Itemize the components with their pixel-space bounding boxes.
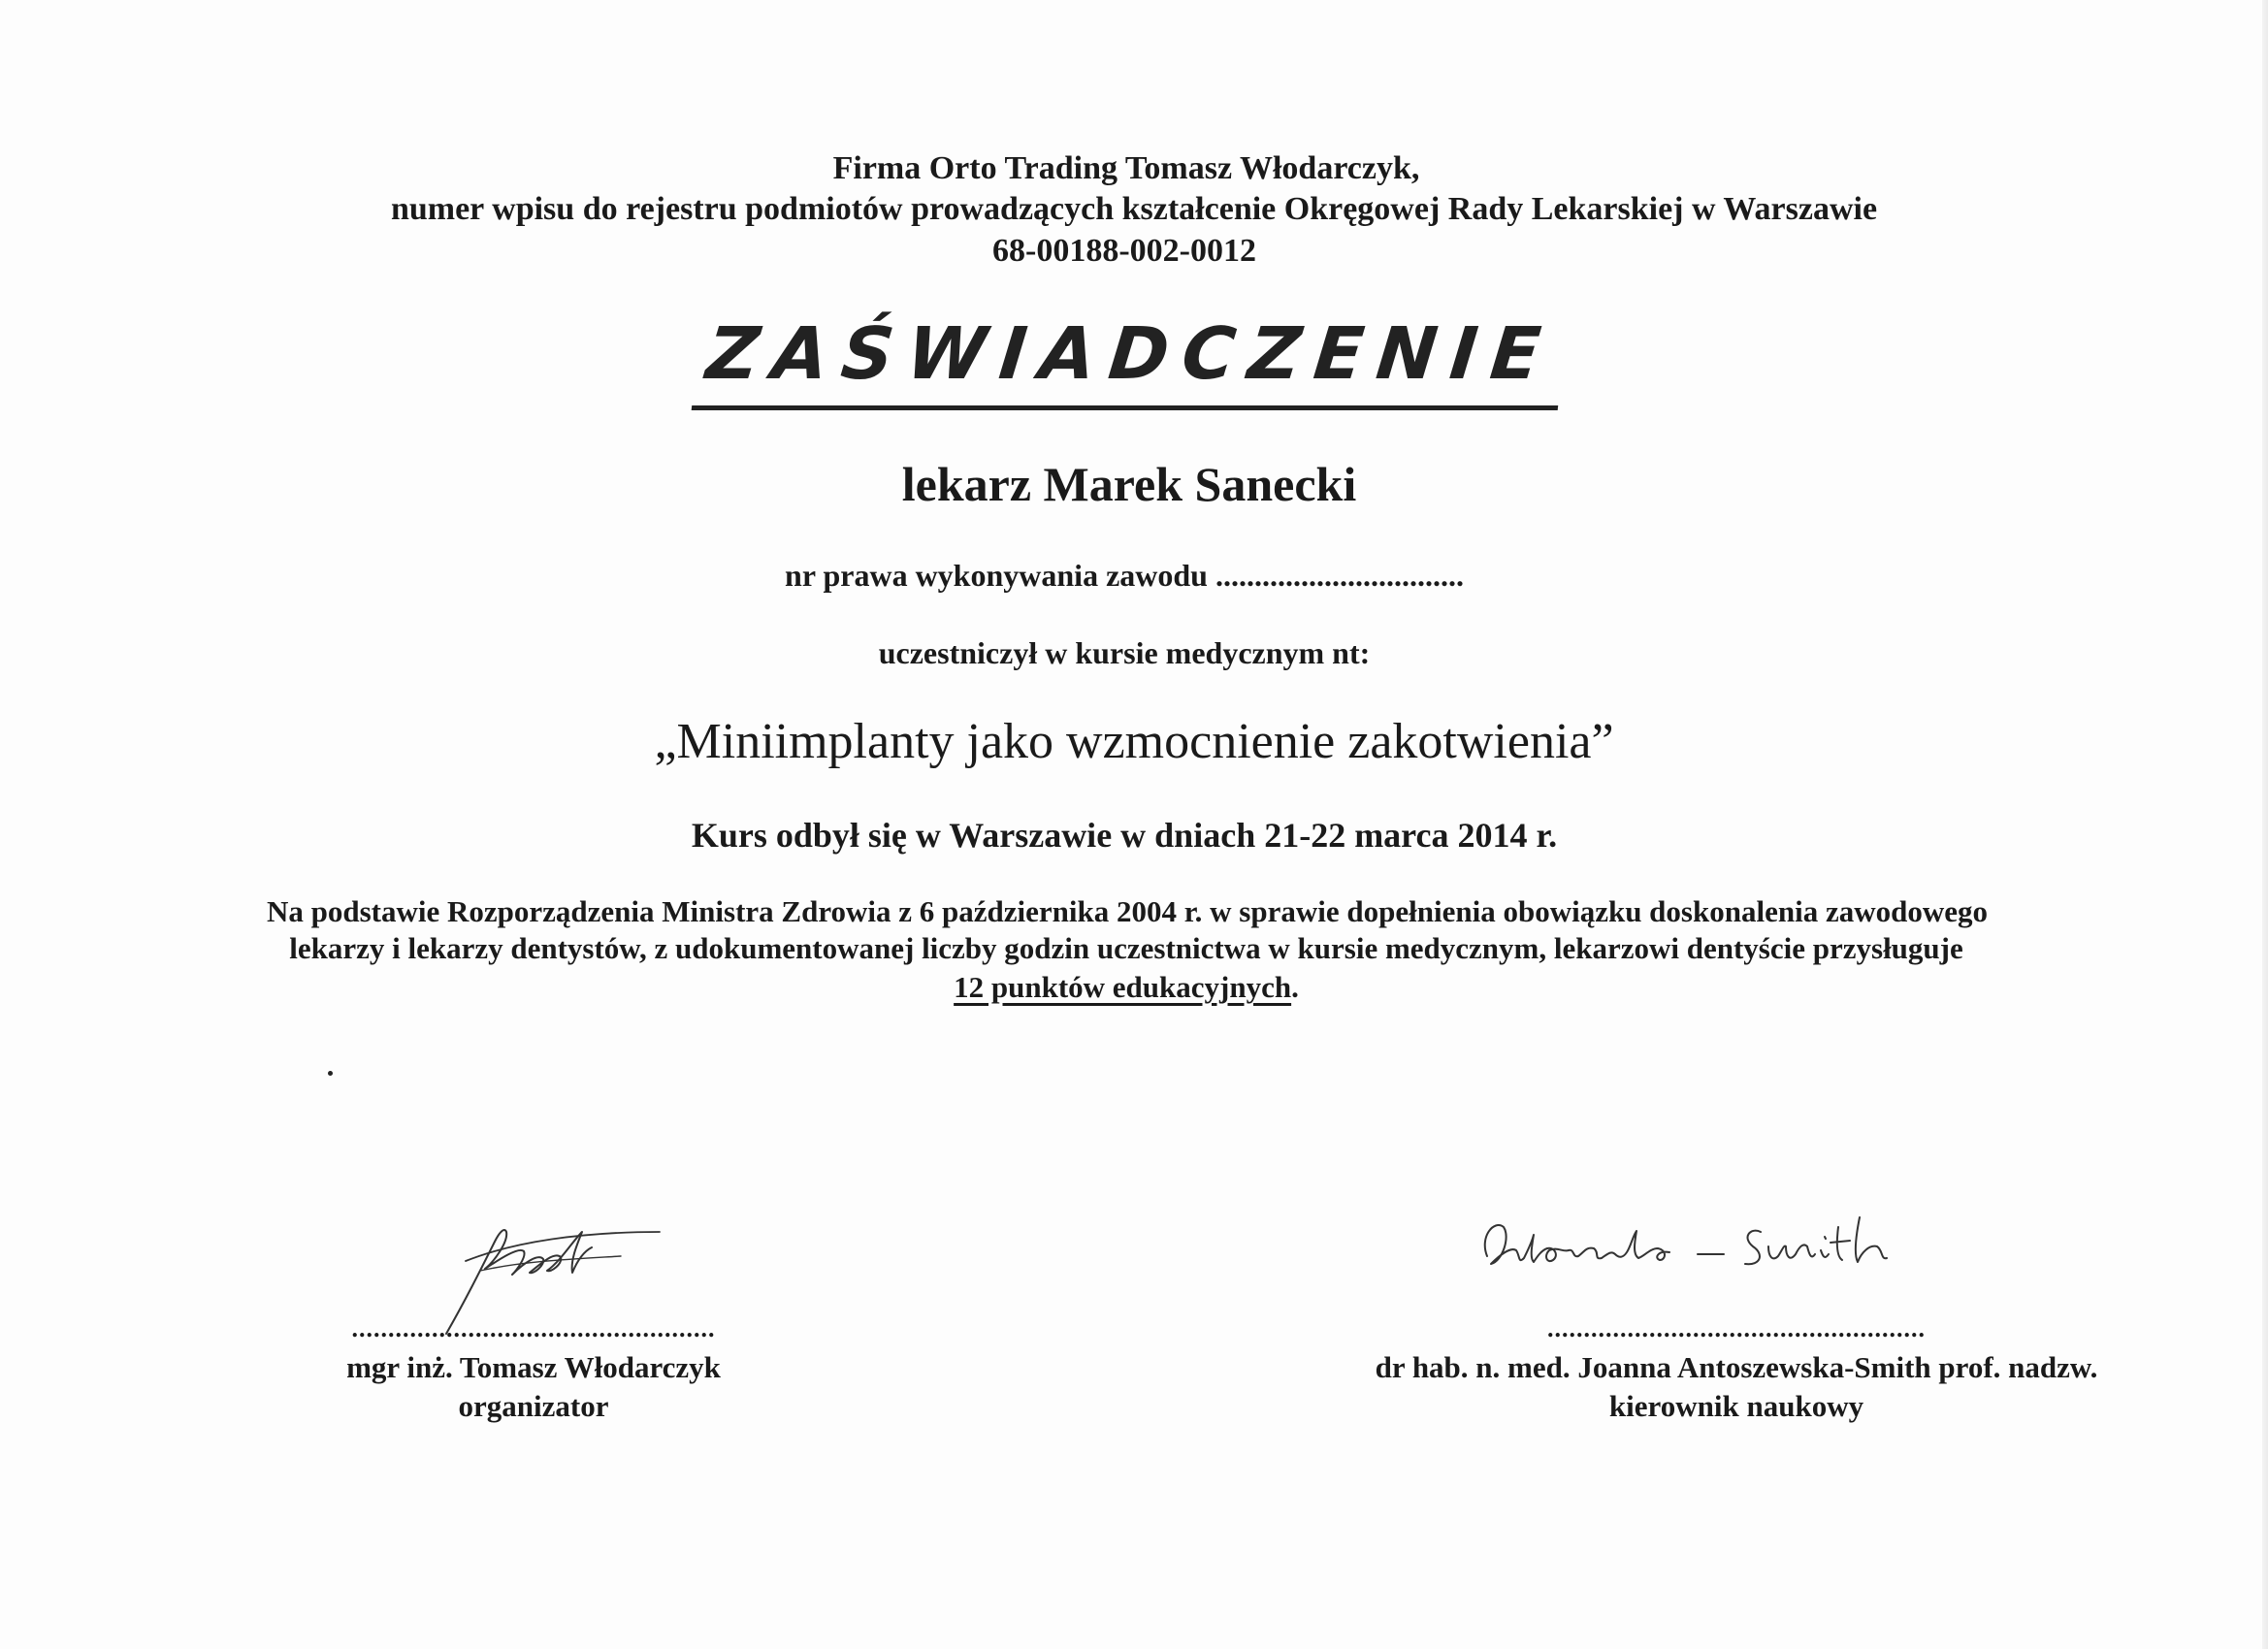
header-registry: numer wpisu do rejestru podmiotów prowadzących kształcenie Okręgowej Rady Lekarskiej w Warszawie bbox=[390, 191, 1878, 227]
organizer-role: organizator bbox=[458, 1389, 609, 1423]
organizer-name: mgr inż. Tomasz Włodarczyk bbox=[346, 1350, 721, 1384]
participation-statement: uczestniczył w kursie medycznym nt: bbox=[878, 635, 1371, 670]
scientific-lead-signature bbox=[1470, 1208, 1955, 1295]
legal-text-line-2: lekarzy i lekarzy dentystów, z udokumentowanej liczby godzin uczestnictwa w kursie medycznym, lekarzowi dentyście przysługuje bbox=[289, 931, 1963, 965]
points-period: . bbox=[1291, 970, 1299, 1004]
scientific-lead-role: kierownik naukowy bbox=[1608, 1389, 1864, 1423]
license-number-line: nr prawa wykonywania zawodu ................................ bbox=[785, 558, 1464, 593]
legal-text-line-1: Na podstawie Rozporządzenia Ministra Zdrowia z 6 października 2004 r. w sprawie dopełnienia obowiązku doskonalenia zawodowego bbox=[267, 894, 1988, 928]
scientific-lead-name: dr hab. n. med. Joanna Antoszewska-Smith prof. nadzw. bbox=[1375, 1350, 2098, 1384]
education-points: 12 punktów edukacyjnych bbox=[954, 970, 1292, 1004]
course-title: „Miniimplanty jako wzmocnienie zakotwienia” bbox=[654, 714, 1614, 769]
recipient-name: lekarz Marek Sanecki bbox=[901, 457, 1357, 511]
header-company: Firma Orto Trading Tomasz Włodarczyk, bbox=[832, 150, 1420, 186]
header-registry-number: 68-00188-002-0012 bbox=[992, 233, 1256, 269]
course-dates: Kurs odbył się w Warszawie w dniach 21-22 marca 2014 r. bbox=[691, 816, 1558, 855]
scan-edge bbox=[2262, 0, 2268, 1649]
scientific-lead-signature-dots: .................................................... bbox=[1547, 1314, 1926, 1342]
scan-dot bbox=[328, 1071, 333, 1076]
document-title: ZAŚWIADCZENIE bbox=[691, 312, 1567, 410]
organizer-signature-block bbox=[330, 1310, 737, 1426]
organizer-signature-dots: .................................................. bbox=[351, 1314, 716, 1342]
legal-text-line-3 bbox=[0, 970, 2260, 1005]
scientific-lead-signature-block bbox=[1310, 1310, 2163, 1426]
title-container bbox=[0, 312, 2268, 410]
